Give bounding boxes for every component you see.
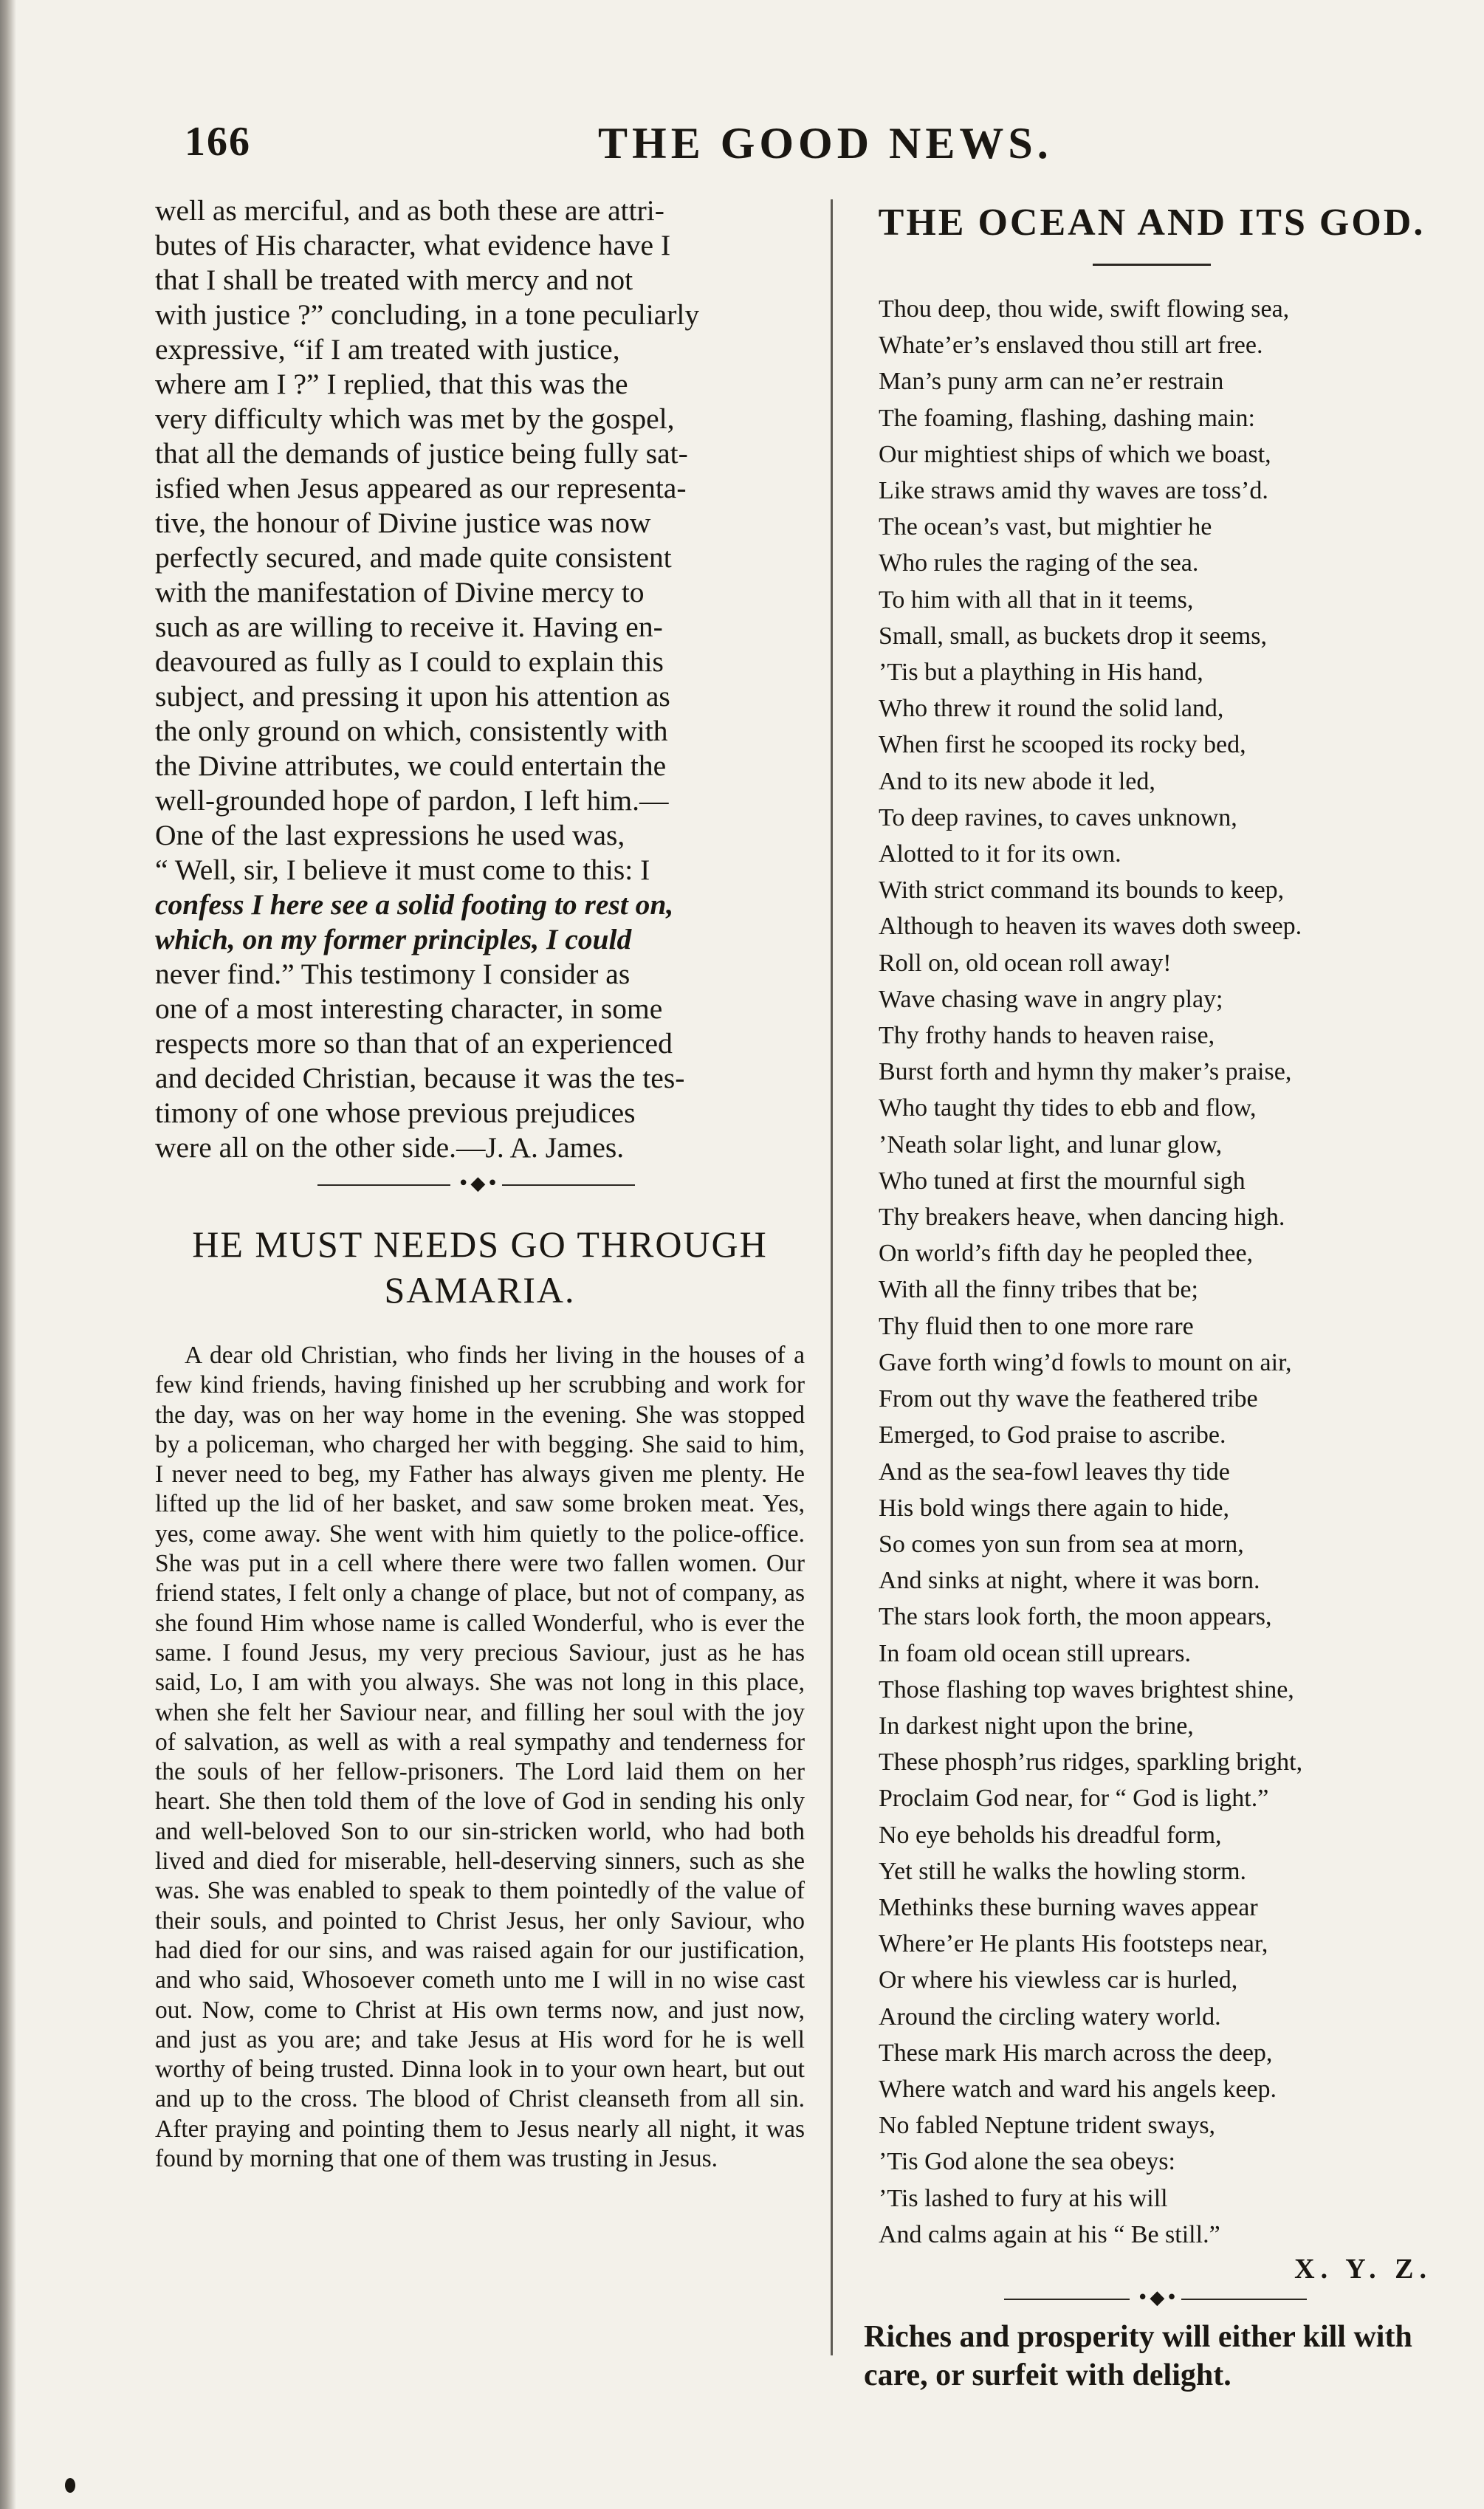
poem-line: Or where his viewless car is hurled, bbox=[879, 1966, 1238, 1994]
poem-line: Wave chasing wave in angry play; bbox=[879, 985, 1223, 1013]
poem-title: THE OCEAN AND ITS GOD. bbox=[878, 202, 1426, 244]
poem-line: On world’s fifth day he peopled thee, bbox=[879, 1240, 1254, 1268]
text-line: with justice ?” concluding, in a tone peculiarly bbox=[155, 298, 700, 331]
poem-line: Who tuned at first the mournful sigh bbox=[879, 1167, 1246, 1195]
poem-line: Those flashing top waves brightest shine, bbox=[879, 1675, 1294, 1703]
poem-line: Thy frothy hands to heaven raise, bbox=[879, 1022, 1215, 1050]
poem-line: Like straws amid thy waves are toss’d. bbox=[879, 477, 1268, 505]
poem-line: Who rules the raging of the sea. bbox=[879, 549, 1199, 577]
text-line: that I shall be treated with mercy and not bbox=[155, 264, 633, 296]
poem-line: The foaming, flashing, dashing main: bbox=[879, 404, 1255, 432]
right-column bbox=[856, 193, 1447, 2395]
text-line: with the manifestation of Divine mercy to bbox=[155, 576, 645, 608]
text-line: where am I ?” I replied, that this was the bbox=[155, 368, 628, 400]
poem-line: With all the finny tribes that be; bbox=[879, 1276, 1198, 1304]
text-line-italic: which, on my former principles, I could bbox=[155, 923, 632, 955]
poem-line: And to its new abode it led, bbox=[879, 767, 1155, 795]
text-line: well-grounded hope of pardon, I left him.— bbox=[155, 784, 669, 817]
text-line: never find.” This testimony I consider as bbox=[155, 958, 631, 990]
poem-line: Yet still he walks the howling storm. bbox=[879, 1857, 1247, 1885]
proverb bbox=[856, 2318, 1447, 2395]
poem-signature: X. Y. Z. bbox=[1294, 2253, 1432, 2285]
poem-line: In foam old ocean still uprears. bbox=[879, 1639, 1191, 1667]
poem-line: Whate’er’s enslaved thou still art free. bbox=[879, 332, 1263, 360]
poem-line: When first he scooped its rocky bed, bbox=[879, 731, 1246, 759]
text-line: expressive, “if I am treated with justice, bbox=[155, 333, 620, 365]
section-ornament: •◆• bbox=[856, 2293, 1447, 2306]
poem-line: To him with all that in it teems, bbox=[879, 586, 1194, 614]
poem-line: In darkest night upon the brine, bbox=[879, 1712, 1194, 1740]
poem-line: The stars look forth, the moon appears, bbox=[879, 1603, 1272, 1631]
poem-line: These mark His march across the deep, bbox=[879, 2039, 1273, 2067]
poem-line: Thy fluid then to one more rare bbox=[879, 1312, 1194, 1340]
poem-line: His bold wings there again to hide, bbox=[879, 1494, 1229, 1522]
poem-line: To deep ravines, to caves unknown, bbox=[879, 803, 1237, 831]
poem-line: So comes yon sun from sea at morn, bbox=[879, 1530, 1244, 1558]
article-body: A dear old Christian, who finds her living in the houses of a few kind friends, having finished up her scrubbing and work for the day, was on her way home in the evening. She was stopped by a policeman, who charged her with begging. She said to him, I never need to beg, my Father has always given me plenty. He lifted up the lid of her basket, and saw some broken meat. Yes, yes, come away. She went with him quietly to the police-office. She was put in a cell where there were two fallen women. Our friend states, I felt only a change of place, but not of company, as she found Him whose name is called Wonderful, who is ever the same. I found Jesus, my very precious Saviour, just as he has said, Lo, I am with you always. She was not long in this place, when she felt her Saviour near, and filling her soul with the joy of salvation, as well as with a real sympathy and tenderness for the souls of her fellow-prisoners. The Lord laid them on her heart. She then told them of the love of God in sending his only and well-beloved Son to our sin-stricken world, who had both lived and died for miserable, hell-deserving sinners, such as she was. She was enabled to speak to them pointedly of the value of their souls, and pointed to Christ Jesus, her only Saviour, who had died for our sins, and was raised again for our justification, and who said, Whosoever cometh unto me I will in no wise cast out. Now, come to Christ at His own terms now, and just now, and just as you are; and take Jesus at His word for he is well worthy of being trusted. Dinna look in to your own heart, but out and up to the cross. The blood of Christ cleanseth from all sin. After praying and pointing them to Jesus nearly all night, it was found by morning that one of them was trusting in Jesus. bbox=[155, 1342, 805, 2173]
poem-line: ’Tis lashed to fury at his will bbox=[879, 2184, 1168, 2212]
poem-line: Proclaim God near, for “ God is light.” bbox=[879, 1785, 1269, 1813]
text-line: timony of one whose previous prejudices bbox=[155, 1096, 636, 1129]
poem-line: ’Tis God alone the sea obeys: bbox=[879, 2148, 1175, 2176]
poem-line: And as the sea-fowl leaves thy tide bbox=[879, 1458, 1230, 1486]
poem-line: And calms again at his “ Be still.” bbox=[879, 2220, 1220, 2248]
left-column bbox=[155, 193, 805, 2174]
text-line: isfied when Jesus appeared as our representa- bbox=[155, 472, 687, 504]
page-header bbox=[185, 118, 1454, 185]
poem-line: With strict command its bounds to keep, bbox=[879, 876, 1285, 905]
poem-line: From out thy wave the feathered tribe bbox=[879, 1385, 1258, 1413]
text-line: such as are willing to receive it. Having en- bbox=[155, 611, 663, 643]
text-line: butes of His character, what evidence have I bbox=[155, 229, 671, 261]
title-rule bbox=[1093, 264, 1211, 266]
text-line: the only ground on which, consistently with bbox=[155, 715, 668, 747]
continued-article bbox=[155, 193, 805, 1165]
text-line: and decided Christian, because it was the tes- bbox=[155, 1062, 685, 1094]
poem-line: No fabled Neptune trident sways, bbox=[879, 2112, 1216, 2140]
ink-speck bbox=[65, 2478, 75, 2493]
text-line: very difficulty which was met by the gospel, bbox=[155, 402, 675, 435]
text-line-signature: were all on the other side.—J. A. James. bbox=[155, 1131, 625, 1164]
text-line: the Divine attributes, we could entertain the bbox=[155, 749, 667, 782]
poem-line: Where watch and ward his angels keep. bbox=[879, 2075, 1277, 2103]
section-ornament: •◆• bbox=[155, 1178, 805, 1192]
poem-line: Who taught thy tides to ebb and flow, bbox=[879, 1094, 1257, 1122]
poem-line: Although to heaven its waves doth sweep. bbox=[879, 913, 1302, 941]
text-line: subject, and pressing it upon his attention as bbox=[155, 680, 670, 713]
poem-line: Gave forth wing’d fowls to mount on air, bbox=[879, 1348, 1292, 1376]
text-line-italic: confess I here see a solid footing to rest on, bbox=[155, 888, 674, 921]
poem-line: And sinks at night, where it was born. bbox=[879, 1567, 1260, 1595]
text-line: well as merciful, and as both these are attri- bbox=[155, 194, 664, 227]
text-line: one of a most interesting character, in some bbox=[155, 992, 663, 1025]
poem-line: Emerged, to God praise to ascribe. bbox=[879, 1421, 1226, 1449]
poem-line: Roll on, old ocean roll away! bbox=[879, 949, 1172, 977]
poem-line: Thy breakers heave, when dancing high. bbox=[879, 1204, 1285, 1232]
text-line: “ Well, sir, I believe it must come to this: I bbox=[155, 854, 650, 886]
proverb-line: Riches and prosperity will either kill with bbox=[864, 2319, 1412, 2354]
text-line: One of the last expressions he used was, bbox=[155, 819, 625, 851]
poem bbox=[856, 291, 1447, 2253]
poem-line: Burst forth and hymn thy maker’s praise, bbox=[879, 1058, 1292, 1086]
text-line: tive, the honour of Divine justice was now bbox=[155, 507, 651, 539]
column-divider bbox=[831, 199, 833, 2355]
text-line: respects more so than that of an experienced bbox=[155, 1027, 673, 1060]
poem-line: Alotted to it for its own. bbox=[879, 840, 1121, 868]
poem-line: Who threw it round the solid land, bbox=[879, 695, 1224, 723]
page-binding-edge bbox=[0, 0, 16, 2509]
proverb-line: care, or surfeit with delight. bbox=[864, 2358, 1231, 2392]
article-title: HE MUST NEEDS GO THROUGH SAMARIA. bbox=[192, 1223, 768, 1311]
poem-line: Around the circling watery world. bbox=[879, 2002, 1221, 2031]
text-line: that all the demands of justice being fully sat- bbox=[155, 437, 688, 470]
poem-line: Small, small, as buckets drop it seems, bbox=[879, 622, 1267, 650]
poem-line: ’Tis but a plaything in His hand, bbox=[879, 659, 1203, 687]
text-line: deavoured as fully as I could to explain this bbox=[155, 645, 664, 678]
poem-line: Man’s puny arm can ne’er restrain bbox=[879, 368, 1224, 396]
poem-line: Thou deep, thou wide, swift flowing sea, bbox=[879, 295, 1290, 323]
text-line: perfectly secured, and made quite consistent bbox=[155, 541, 672, 574]
poem-line: Our mightiest ships of which we boast, bbox=[879, 440, 1271, 468]
running-title: THE GOOD NEWS. bbox=[598, 119, 1053, 168]
poem-line: The ocean’s vast, but mightier he bbox=[879, 513, 1212, 541]
poem-line: These phosph’rus ridges, sparkling bright, bbox=[879, 1748, 1303, 1777]
page-number: 166 bbox=[185, 119, 251, 165]
poem-line: Methinks these burning waves appear bbox=[879, 1893, 1258, 1921]
poem-line: Where’er He plants His footsteps near, bbox=[879, 1930, 1268, 1958]
poem-line: ’Neath solar light, and lunar glow, bbox=[879, 1130, 1223, 1159]
poem-line: No eye beholds his dreadful form, bbox=[879, 1821, 1222, 1849]
